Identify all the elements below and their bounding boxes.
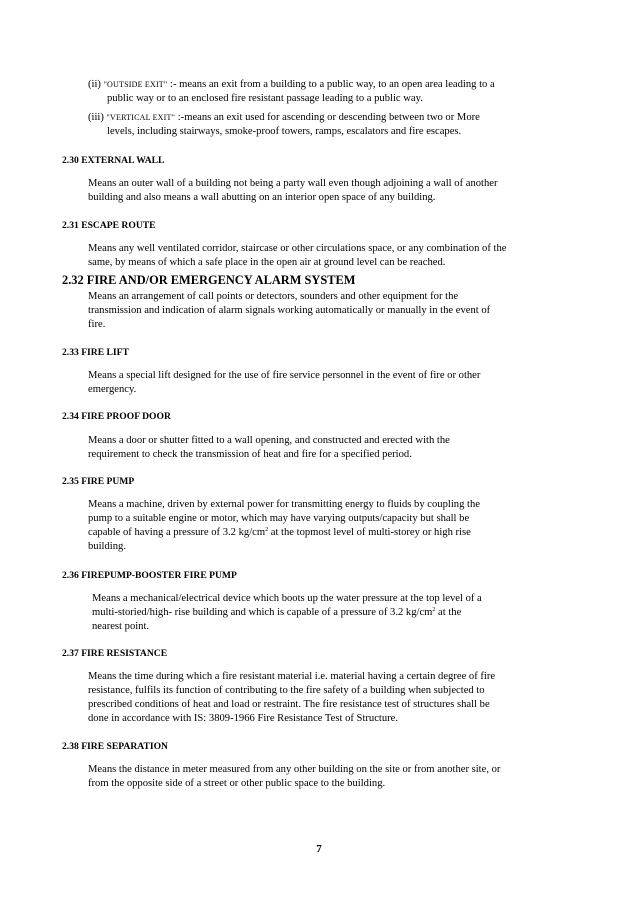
text-line — [88, 777, 560, 791]
text-line — [88, 318, 560, 332]
text-line — [88, 540, 560, 554]
text-line — [88, 92, 560, 106]
text-run: done in accordance with IS: 3809-1966 Fire Resistance Test of Structure. — [88, 713, 399, 724]
text-run: :-means an exit used for ascending or descending between two or More — [175, 112, 480, 123]
text-line — [88, 498, 560, 512]
text-line — [88, 526, 560, 540]
text-run: Means a special lift designed for the use of fire service personnel in the event of fire or other — [88, 370, 481, 381]
section-body-fire-proof-door — [88, 434, 560, 462]
section-heading-booster-fire-pump: 2.36 FIREPUMP-BOOSTER FIRE PUMP — [62, 570, 237, 581]
vertical-exit-definition — [88, 111, 560, 139]
outside-exit-definition — [88, 78, 560, 106]
text-line — [88, 383, 560, 397]
section-body-fire-lift — [88, 369, 560, 397]
text-run: Means a door or shutter fitted to a wall opening, and constructed and erected with the — [88, 435, 450, 446]
text-line — [92, 606, 560, 620]
text-line — [88, 111, 560, 125]
section-heading-fire-alarm-system: 2.32 FIRE AND/OR EMERGENCY ALARM SYSTEM — [62, 273, 356, 287]
text-run: capable of having a pressure of 3.2 kg/cm — [88, 527, 266, 538]
page-number: 7 — [316, 843, 322, 855]
text-line — [88, 369, 560, 383]
section-body-fire-separation — [88, 763, 560, 791]
text-run: Means an arrangement of call points or detectors, sounders and other equipment for the — [88, 291, 459, 302]
section-heading-fire-pump: 2.35 FIRE PUMP — [62, 476, 135, 487]
text-run: public way or to an enclosed fire resistant passage leading to a public way. — [107, 93, 423, 104]
text-line — [88, 512, 560, 526]
text-line — [88, 684, 560, 698]
text-run: Means the distance in meter measured from any other building on the site or from another site, or — [88, 764, 501, 775]
superscript: 2 — [432, 607, 436, 613]
superscript: 2 — [265, 527, 269, 533]
term-label: "OUTSIDE EXIT" — [103, 80, 168, 89]
section-body-escape-route — [88, 242, 560, 270]
text-line — [88, 177, 560, 191]
text-line — [88, 712, 560, 726]
section-heading-external-wall: 2.30 EXTERNAL WALL — [62, 155, 165, 166]
text-run: fire. — [88, 319, 106, 330]
term-label: "VERTICAL EXIT" — [106, 113, 176, 122]
text-run: nearest point. — [92, 621, 150, 632]
text-run: from the opposite side of a street or other public space to the building. — [88, 778, 386, 789]
text-run: requirement to check the transmission of heat and fire for a specified period. — [88, 449, 412, 460]
section-heading-fire-resistance: 2.37 FIRE RESISTANCE — [62, 648, 168, 659]
text-line — [88, 78, 560, 92]
text-run: multi-storied/high- rise building and which is capable of a pressure of 3.2 kg/cm — [92, 607, 433, 618]
text-run: emergency. — [88, 384, 137, 395]
text-run: Means an outer wall of a building not being a party wall even though adjoining a wall of another — [88, 178, 498, 189]
text-line — [88, 670, 560, 684]
text-run: building. — [88, 541, 126, 552]
text-run: (iii) — [88, 112, 107, 123]
text-line — [88, 434, 560, 448]
text-run: Means any well ventilated corridor, staircase or other circulations space, or any combination of the — [88, 243, 507, 254]
text-run: levels, including stairways, smoke-proof towers, ramps, escalators and fire escapes. — [107, 126, 462, 137]
text-run: same, by means of which a safe place in the open air at ground level can be reached. — [88, 257, 446, 268]
text-line — [88, 125, 560, 139]
text-run: building and also means a wall abutting on an interior open space of any building. — [88, 192, 436, 203]
text-run: prescribed conditions of heat and load or restraint. The fire resistance test of structures shall be — [88, 699, 490, 710]
section-body-booster-fire-pump — [92, 592, 560, 634]
section-body-external-wall — [88, 177, 560, 205]
text-run: transmission and indication of alarm signals working automatically or manually in the event of — [88, 305, 491, 316]
section-body-fire-alarm-system — [88, 290, 560, 332]
text-line — [88, 698, 560, 712]
text-run: pump to a suitable engine or motor, which may have varying outputs/capacity but shall be — [88, 513, 470, 524]
text-line — [88, 256, 560, 270]
text-run: (ii) — [88, 79, 104, 90]
text-run: Means the time during which a fire resistant material i.e. material having a certain degree of fire — [88, 671, 496, 682]
text-run: at the — [435, 607, 462, 618]
text-line — [88, 304, 560, 318]
text-run: resistance, fulfils its function of contributing to the fire safety of a building when subjected to — [88, 685, 485, 696]
section-heading-fire-lift: 2.33 FIRE LIFT — [62, 347, 129, 358]
text-run: Means a mechanical/electrical device which boots up the water pressure at the top level of a — [92, 593, 482, 604]
section-body-fire-pump — [88, 498, 560, 554]
text-line — [92, 620, 560, 634]
text-line — [88, 191, 560, 205]
text-line — [88, 763, 560, 777]
section-heading-escape-route: 2.31 ESCAPE ROUTE — [62, 220, 156, 231]
text-run: at the topmost level of multi-storey or high rise — [268, 527, 471, 538]
text-line — [88, 448, 560, 462]
text-run: Means a machine, driven by external power for transmitting energy to fluids by coupling the — [88, 499, 480, 510]
text-run: :- means an exit from a building to a public way, to an open area leading to a — [167, 79, 495, 90]
text-line — [88, 290, 560, 304]
section-body-fire-resistance — [88, 670, 560, 726]
section-heading-fire-separation: 2.38 FIRE SEPARATION — [62, 741, 168, 752]
text-line — [92, 592, 560, 606]
section-heading-fire-proof-door: 2.34 FIRE PROOF DOOR — [62, 411, 171, 422]
text-line — [88, 242, 560, 256]
